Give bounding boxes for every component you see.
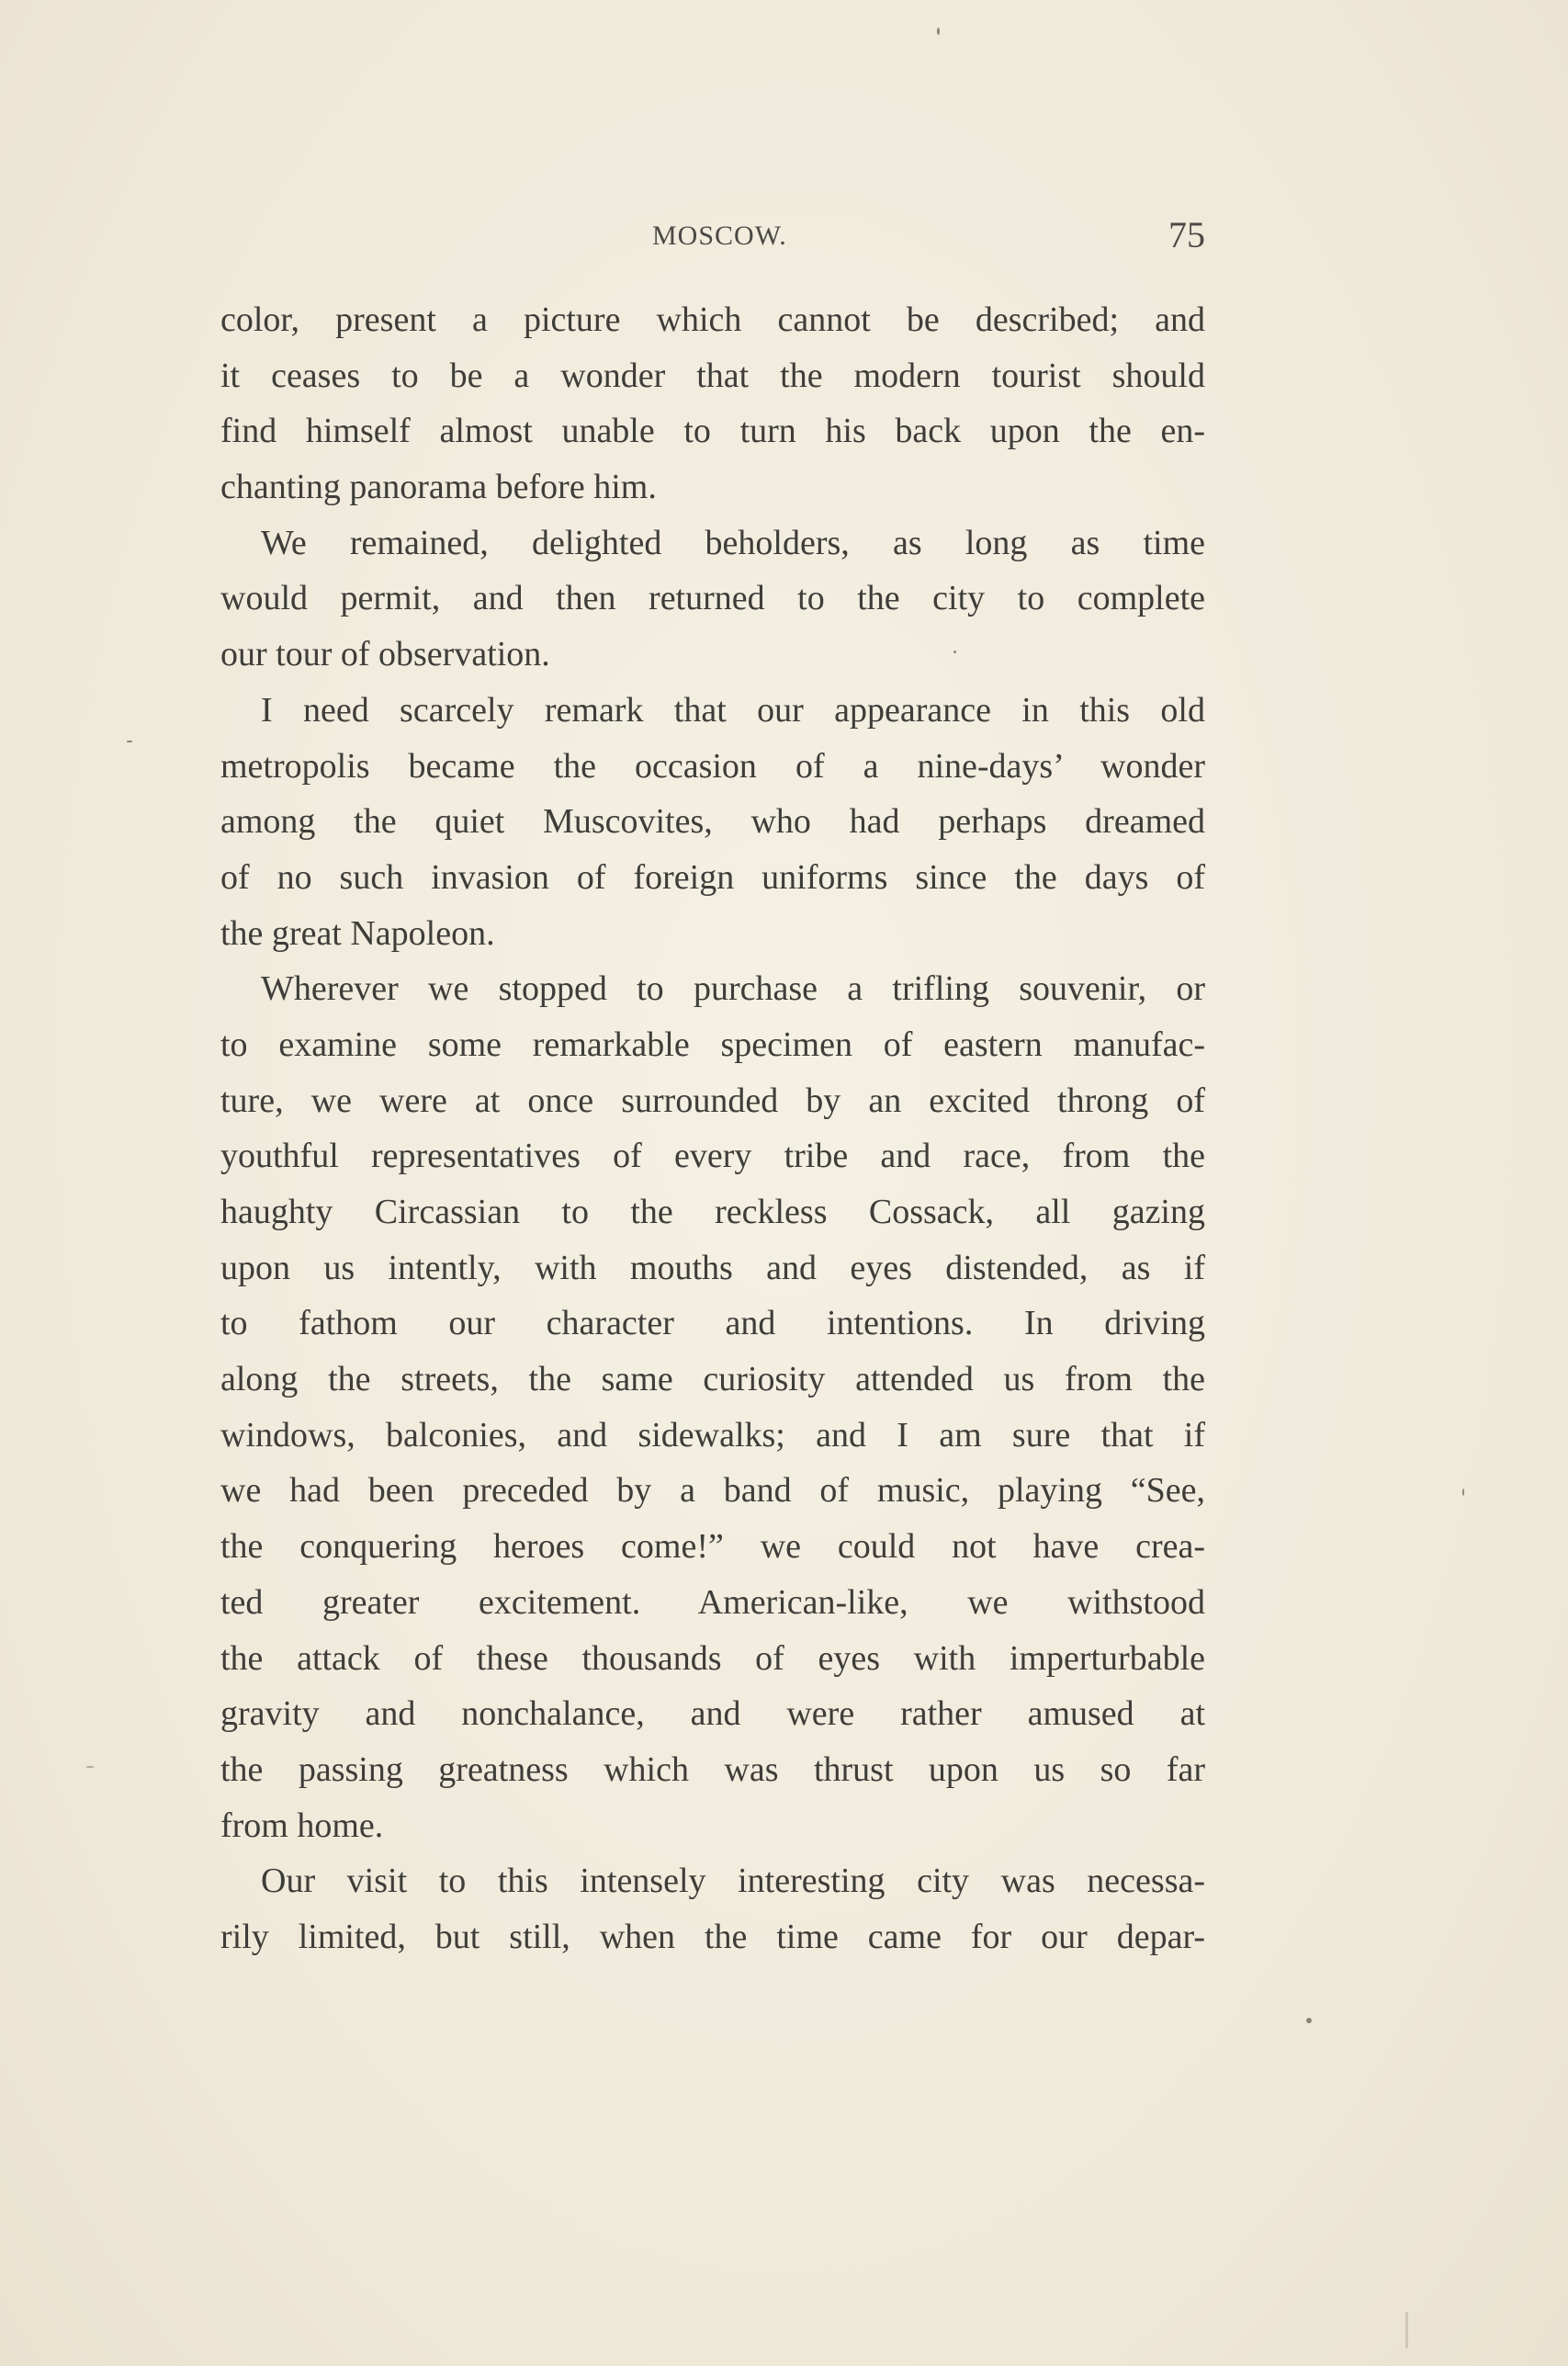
text-line: color, present a picture which cannot be described; and (220, 300, 1205, 339)
text-line: upon us intently, with mouths and eyes distended, as if (220, 1248, 1205, 1287)
paper-speck (1405, 2312, 1408, 2349)
text-line: youthful representatives of every tribe and race, from the (220, 1137, 1205, 1176)
text-line: among the quiet Muscovites, who had perhaps dreamed (220, 802, 1205, 842)
paragraph-start-line: Our visit to this intensely interesting city was necessa- (261, 1862, 1205, 1901)
text-line: rily limited, but still, when the time came for our depar- (220, 1917, 1205, 1956)
text-line: windows, balconies, and sidewalks; and I am sure that if (220, 1415, 1205, 1455)
text-line: metropolis became the occasion of a nine-days’ wonder (220, 746, 1205, 786)
text-line: the great Napoleon. (220, 913, 495, 953)
text-line: would permit, and then returned to the city to complete (220, 579, 1205, 618)
paper-speck (127, 741, 132, 742)
paper-speck (1462, 1489, 1464, 1496)
text-line: ture, we were at once surrounded by an excited throng of (220, 1081, 1205, 1120)
text-line: chanting panorama before him. (220, 468, 657, 507)
text-line: the conquering heroes come!” we could not have crea- (220, 1527, 1205, 1567)
text-line: gravity and nonchalance, and were rather amused at (220, 1694, 1205, 1734)
paper-speck (953, 651, 956, 653)
paragraph-start-line: Wherever we stopped to purchase a trifling souvenir, or (261, 969, 1205, 1009)
paragraph-start-line: I need scarcely remark that our appearance in this old (261, 690, 1205, 730)
text-line: from home. (220, 1806, 384, 1845)
paper-speck (1306, 2018, 1312, 2023)
text-line: it ceases to be a wonder that the modern tourist should (220, 356, 1205, 395)
paper-speck (86, 1766, 94, 1768)
text-line: along the streets, the same curiosity attended us from the (220, 1360, 1205, 1399)
text-line: of no such invasion of foreign uniforms since the days of (220, 857, 1205, 897)
text-line: we had been preceded by a band of music, playing “See, (220, 1471, 1205, 1511)
text-line: to examine some remarkable specimen of eastern manufac- (220, 1025, 1205, 1064)
text-line: the attack of these thousands of eyes with imperturbable (220, 1638, 1205, 1678)
page-number: 75 (1168, 214, 1205, 255)
text-line: the passing greatness which was thrust upon us so far (220, 1749, 1205, 1789)
body-text (220, 292, 1205, 1965)
text-line: our tour of observation. (220, 635, 550, 674)
text-line: ted greater excitement. American-like, we withstood (220, 1582, 1205, 1622)
running-title: MOSCOW. (652, 221, 787, 251)
paragraph-start-line: We remained, delighted beholders, as long as time (261, 523, 1205, 562)
text-line: to fathom our character and intentions. In driving (220, 1304, 1205, 1343)
paper-speck (937, 28, 940, 35)
text-line: find himself almost unable to turn his back upon the en- (220, 412, 1205, 451)
running-head (220, 213, 1205, 259)
text-line: haughty Circassian to the reckless Cossack, all gazing (220, 1193, 1205, 1231)
